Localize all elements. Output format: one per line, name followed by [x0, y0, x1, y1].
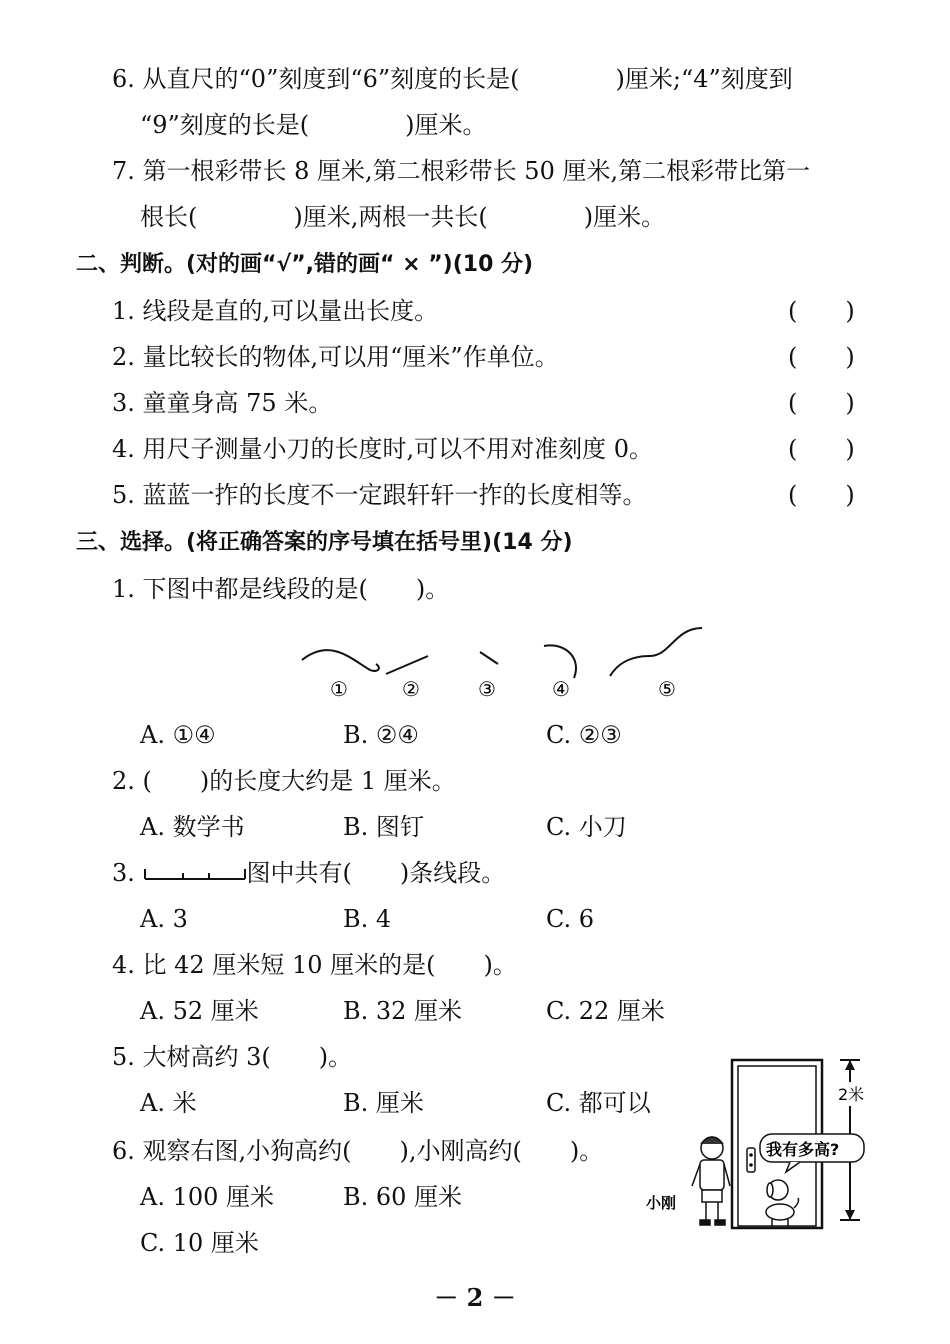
curve-shape-1	[302, 650, 379, 671]
q6-option-b[interactable]: B. 60 厘米	[343, 1183, 463, 1211]
choice-q6: 6. 观察右图,小狗高约( ),小刚高约( )。	[112, 1137, 604, 1165]
q3-option-a[interactable]: A. 3	[140, 905, 188, 933]
q6-option-a[interactable]: A. 100 厘米	[140, 1183, 275, 1211]
judge-item-4: 4. 用尺子测量小刀的长度时,可以不用对准刻度 0。	[112, 435, 654, 463]
section-3-heading: 三、选择。(将正确答案的序号填在括号里)(14 分)	[76, 530, 573, 555]
q5-option-c[interactable]: C. 都可以	[546, 1089, 651, 1117]
section-2-heading: 二、判断。(对的画“√”,错的画“ × ”)(10 分)	[76, 252, 534, 277]
shape-label-3: ③	[478, 677, 496, 701]
speech-text: 我有多高?	[766, 1140, 840, 1159]
q6-fill-line1: 6. 从直尺的“0”刻度到“6”刻度的长是( )厘米;“4”刻度到	[112, 65, 793, 93]
q3-text: 图中共有( )条线段。	[246, 859, 506, 887]
q3-number: 3.	[112, 859, 135, 887]
q2-option-c[interactable]: C. 小刀	[546, 813, 627, 841]
judge-answer-4[interactable]: ( )	[788, 435, 855, 463]
q1-option-b[interactable]: B. ②④	[343, 721, 419, 749]
choice-q3	[112, 858, 505, 888]
line-shapes-figure	[290, 618, 720, 708]
choice-q2: 2. ( )的长度大约是 1 厘米。	[112, 767, 456, 795]
judge-item-3: 3. 童童身高 75 米。	[112, 389, 333, 417]
boy-icon	[692, 1137, 730, 1225]
door-handle	[747, 1148, 755, 1172]
judge-answer-1[interactable]: ( )	[788, 297, 855, 325]
shape-label-4: ④	[552, 677, 570, 701]
q6-fill-line2: “9”刻度的长是( )厘米。	[140, 111, 487, 139]
choice-q5: 5. 大树高约 3( )。	[112, 1043, 353, 1071]
segment-shape-3	[480, 652, 498, 664]
q4-option-c[interactable]: C. 22 厘米	[546, 997, 665, 1025]
shape-label-5: ⑤	[658, 677, 676, 701]
page-number: － 2 －	[434, 1283, 516, 1312]
door-height-label: 2米	[838, 1085, 865, 1104]
q5-option-b[interactable]: B. 厘米	[343, 1089, 424, 1117]
q4-option-b[interactable]: B. 32 厘米	[343, 997, 463, 1025]
q1-option-c[interactable]: C. ②③	[546, 721, 622, 749]
judge-item-5: 5. 蓝蓝一拃的长度不一定跟轩轩一拃的长度相等。	[112, 481, 647, 509]
q4-option-a[interactable]: A. 52 厘米	[140, 997, 259, 1025]
q3-option-b[interactable]: B. 4	[343, 905, 392, 933]
curve-shape-5	[610, 628, 702, 676]
q6-option-c[interactable]: C. 10 厘米	[140, 1229, 259, 1257]
q7-fill-line1: 7. 第一根彩带长 8 厘米,第二根彩带长 50 厘米,第二根彩带比第一	[112, 157, 811, 185]
q2-option-b[interactable]: B. 图钉	[343, 813, 424, 841]
segment-shape-2	[386, 656, 428, 674]
judge-item-2: 2. 量比较长的物体,可以用“厘米”作单位。	[112, 343, 559, 371]
boy-label: 小刚	[646, 1194, 677, 1212]
curve-shape-4	[544, 645, 576, 678]
q1-option-a[interactable]: A. ①④	[140, 721, 216, 749]
judge-answer-5[interactable]: ( )	[788, 481, 855, 509]
q7-fill-line2: 根长( )厘米,两根一共长( )厘米。	[140, 203, 666, 231]
door-height-figure	[640, 1052, 880, 1232]
judge-answer-2[interactable]: ( )	[788, 343, 855, 371]
judge-item-1: 1. 线段是直的,可以量出长度。	[112, 297, 439, 325]
dog-icon	[766, 1180, 799, 1226]
shape-label-1: ①	[330, 677, 348, 701]
segment-ruler-figure	[143, 863, 247, 883]
q3-option-c[interactable]: C. 6	[546, 905, 595, 933]
shape-label-2: ②	[402, 677, 420, 701]
choice-q1: 1. 下图中都是线段的是( )。	[112, 575, 450, 603]
choice-q4: 4. 比 42 厘米短 10 厘米的是( )。	[112, 951, 517, 979]
judge-answer-3[interactable]: ( )	[788, 389, 855, 417]
q2-option-a[interactable]: A. 数学书	[140, 813, 245, 841]
q5-option-a[interactable]: A. 米	[140, 1089, 197, 1117]
